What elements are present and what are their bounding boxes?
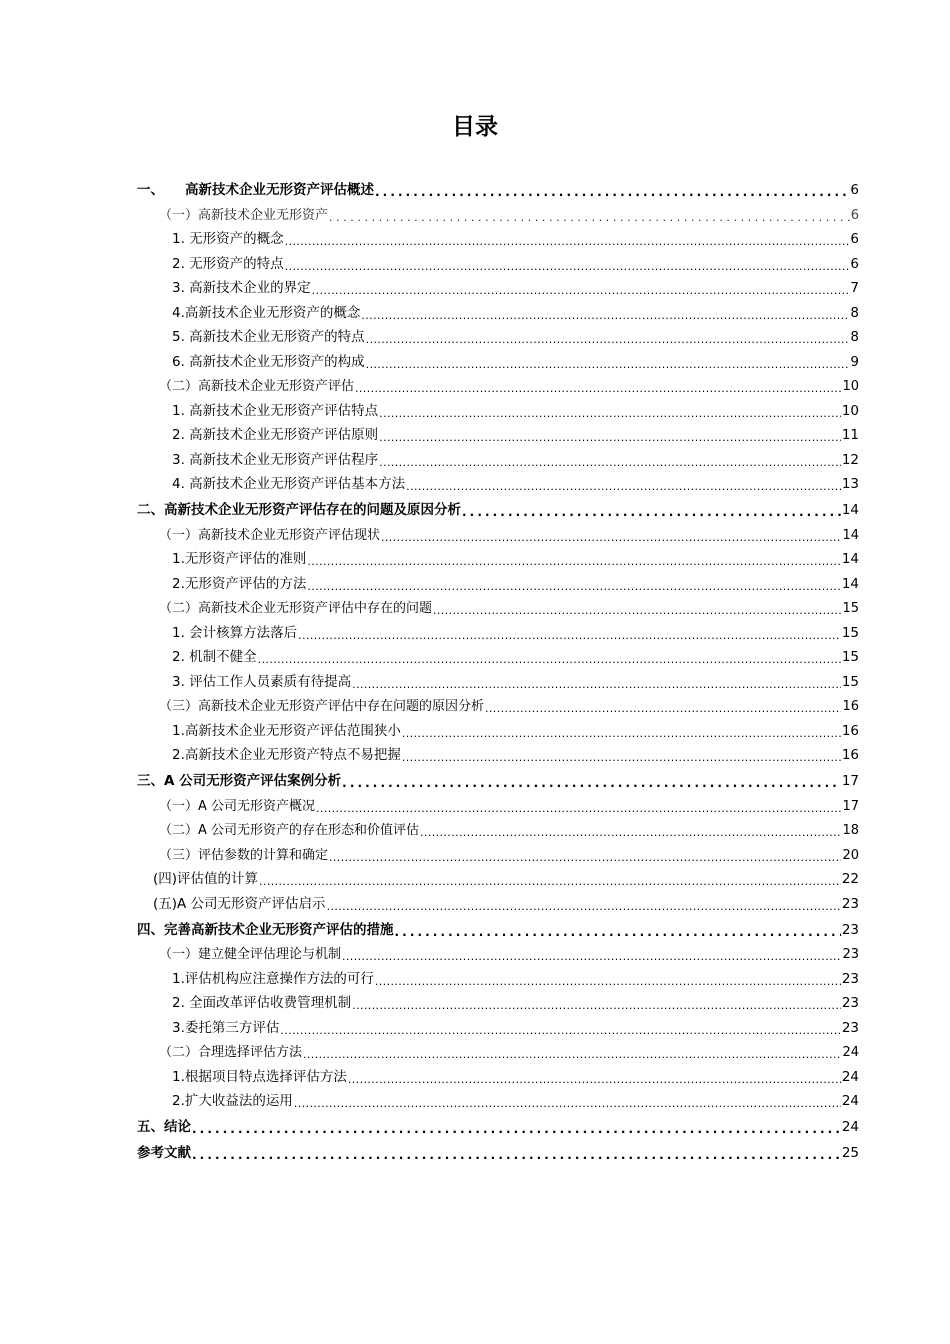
- toc-entry[interactable]: [137, 518, 859, 543]
- dot-leader: [307, 581, 840, 592]
- toc-entry-label: 1. 高新技术企业无形资产评估特点: [172, 402, 379, 419]
- toc-entry[interactable]: [137, 912, 859, 938]
- toc-page-number: 14: [841, 502, 859, 518]
- dot-leader: [485, 703, 841, 714]
- dot-leader: [361, 310, 849, 321]
- dot-leader: [329, 212, 850, 223]
- dot-leader: [379, 408, 841, 419]
- toc-entry-label: 3. 高新技术企业的界定: [172, 280, 311, 296]
- toc-page-number: 24: [841, 1068, 859, 1085]
- dot-leader: [285, 236, 850, 247]
- toc-entry-label: 三、A 公司无形资产评估案例分析: [137, 773, 342, 789]
- toc-entry-label: 2. 机制不健全: [172, 649, 257, 665]
- toc-entry[interactable]: [137, 198, 859, 223]
- toc-entry[interactable]: [137, 641, 859, 666]
- toc-entry[interactable]: [137, 468, 859, 493]
- toc-entry[interactable]: [137, 223, 859, 248]
- toc-entry[interactable]: [137, 739, 859, 764]
- dot-leader: [352, 679, 841, 690]
- toc-entry-label: 3. 高新技术企业无形资产评估程序: [172, 451, 379, 468]
- dot-leader: [307, 556, 840, 567]
- dot-leader: [395, 926, 841, 938]
- toc-entry-label: （二）高新技术企业无形资产评估中存在的问题: [159, 601, 433, 616]
- toc-entry-label: 2.无形资产评估的方法: [172, 575, 307, 592]
- toc-entry-label: 4.高新技术企业无形资产的概念: [172, 304, 361, 321]
- toc-entry-label: 2.高新技术企业无形资产特点不易把握: [172, 747, 401, 763]
- toc-entry-label: 1. 会计核算方法落后: [172, 624, 298, 641]
- toc-entry-label: 四、完善高新技术企业无形资产评估的措施: [137, 921, 394, 938]
- toc-title: 目录: [452, 114, 498, 140]
- toc-entry-label: 五、结论: [137, 1119, 191, 1135]
- dot-leader: [379, 432, 841, 443]
- dot-leader: [375, 976, 841, 987]
- dot-leader: [258, 654, 841, 665]
- dot-leader: [312, 285, 850, 296]
- toc-entry[interactable]: [137, 247, 859, 272]
- toc-page-number: 11: [841, 427, 859, 443]
- dot-leader: [192, 1149, 841, 1161]
- toc-entry-label: （二）合理选择评估方法: [159, 1045, 303, 1060]
- toc-page-number: 8: [850, 329, 859, 345]
- toc-page-number: 18: [842, 823, 859, 838]
- dot-leader: [316, 803, 841, 814]
- toc-entry-label: 1. 无形资产的概念: [172, 231, 284, 247]
- toc-entry-label: 3.委托第三方评估: [172, 1019, 280, 1036]
- toc-page-number: 15: [841, 673, 859, 690]
- toc-entry-label: 5. 高新技术企业无形资产的特点: [172, 329, 365, 345]
- toc-page-number: 23: [841, 895, 859, 912]
- dot-leader: [298, 630, 841, 641]
- dot-leader: [352, 1000, 841, 1011]
- toc-entry[interactable]: [137, 887, 859, 912]
- dot-leader: [381, 532, 841, 543]
- toc-entry-text: 高新技术企业无形资产评估概述: [185, 182, 374, 198]
- toc-page-number: 6: [850, 231, 859, 247]
- toc-page-number: 23: [841, 1019, 859, 1036]
- toc-page-number: 15: [841, 624, 859, 641]
- toc-entry-number: 一、: [137, 182, 164, 198]
- dot-leader: [406, 481, 841, 492]
- toc-entry-label: （一）高新技术企业无形资产: [159, 207, 329, 223]
- toc-page-number: 16: [842, 699, 859, 714]
- toc-page-number: 15: [842, 601, 859, 616]
- dot-leader: [329, 852, 841, 863]
- toc-entry[interactable]: [137, 1109, 859, 1135]
- toc-entry[interactable]: [137, 1135, 859, 1161]
- toc-page-number: 14: [842, 527, 859, 543]
- toc-entry-label: 1.根据项目特点选择评估方法: [172, 1068, 347, 1085]
- toc-entry[interactable]: [137, 616, 859, 641]
- toc-entry-label: 4. 高新技术企业无形资产评估基本方法: [172, 476, 406, 492]
- toc-page-number: 6: [850, 182, 859, 198]
- toc-page-number: 24: [841, 1093, 859, 1109]
- toc-entry-label: （一）建立健全评估理论与机制: [159, 947, 342, 962]
- toc-entry[interactable]: [137, 814, 859, 839]
- toc-page-number: 6: [850, 207, 859, 223]
- dot-leader: [192, 1123, 841, 1135]
- dot-leader: [348, 1074, 841, 1085]
- dot-leader: [402, 752, 841, 763]
- toc-entry[interactable]: [137, 370, 859, 395]
- toc-page-number: 24: [842, 1045, 859, 1060]
- toc-page-number: 10: [841, 402, 859, 419]
- toc-entry[interactable]: [137, 172, 859, 198]
- table-of-contents: [137, 172, 859, 1161]
- toc-entry[interactable]: [137, 321, 859, 346]
- toc-page-number: 7: [850, 280, 859, 296]
- toc-page-number: 23: [841, 995, 859, 1011]
- toc-entry-label: 1.评估机构应注意操作方法的可行: [172, 970, 374, 987]
- toc-page-number: 9: [850, 353, 859, 370]
- toc-entry[interactable]: [137, 665, 859, 690]
- toc-page-number: 14: [841, 551, 859, 567]
- toc-page-number: 14: [841, 575, 859, 592]
- toc-page-number: 6: [850, 255, 859, 272]
- toc-entry-label: 3. 评估工作人员素质有待提高: [172, 673, 352, 690]
- dot-leader: [375, 186, 849, 198]
- toc-entry[interactable]: [137, 394, 859, 419]
- toc-entry[interactable]: [137, 1085, 859, 1110]
- toc-entry-label: （一）A 公司无形资产概况: [159, 798, 316, 814]
- toc-entry-label: （三）评估参数的计算和确定: [159, 847, 329, 863]
- toc-entry[interactable]: [137, 690, 859, 715]
- toc-entry[interactable]: [137, 938, 859, 963]
- toc-entry[interactable]: [137, 543, 859, 568]
- toc-entry-label: 2.扩大收益法的运用: [172, 1093, 293, 1109]
- toc-entry-label: [137, 178, 374, 198]
- dot-leader: [280, 1025, 840, 1036]
- dot-leader: [342, 777, 841, 789]
- toc-page-number: 23: [841, 921, 859, 938]
- toc-entry-label: (五)A 公司无形资产评估启示: [153, 895, 326, 912]
- toc-entry-label: 2. 全面改革评估收费管理机制: [172, 995, 352, 1011]
- toc-page-number: 24: [841, 1119, 859, 1135]
- toc-entry[interactable]: [137, 345, 859, 370]
- dot-leader: [259, 876, 841, 887]
- toc-entry-label: 2. 无形资产的特点: [172, 255, 284, 272]
- toc-page-number: 16: [841, 722, 859, 739]
- toc-page-number: 12: [841, 451, 859, 468]
- dot-leader: [433, 605, 841, 616]
- toc-page-number: 20: [842, 847, 859, 863]
- toc-page-number: 8: [850, 304, 859, 321]
- toc-entry-label: 2. 高新技术企业无形资产评估原则: [172, 427, 379, 443]
- toc-entry-label: （二）高新技术企业无形资产评估: [159, 379, 355, 394]
- dot-leader: [303, 1049, 841, 1060]
- toc-entry[interactable]: [137, 592, 859, 617]
- toc-page-number: 23: [841, 970, 859, 987]
- toc-entry[interactable]: [137, 1011, 859, 1036]
- toc-page-number: 25: [841, 1145, 859, 1161]
- dot-leader: [402, 728, 841, 739]
- toc-entry-label: 6. 高新技术企业无形资产的构成: [172, 353, 365, 370]
- toc-page-number: 22: [841, 871, 859, 887]
- toc-entry[interactable]: [137, 443, 859, 468]
- dot-leader: [366, 334, 850, 345]
- toc-entry[interactable]: [137, 1036, 859, 1061]
- toc-entry[interactable]: [137, 838, 859, 863]
- toc-page-number: 10: [842, 379, 859, 394]
- toc-page-number: 17: [842, 798, 859, 814]
- toc-entry[interactable]: [137, 789, 859, 814]
- toc-entry[interactable]: [137, 419, 859, 444]
- toc-entry-label: （一）高新技术企业无形资产评估现状: [159, 527, 381, 543]
- dot-leader: [285, 261, 850, 272]
- toc-entry[interactable]: [137, 296, 859, 321]
- toc-entry-label: 二、高新技术企业无形资产评估存在的问题及原因分析: [137, 502, 461, 518]
- toc-entry[interactable]: [137, 863, 859, 888]
- toc-entry-label: （二）A 公司无形资产的存在形态和价值评估: [159, 823, 420, 838]
- toc-entry-label: 1.高新技术企业无形资产评估范围狭小: [172, 722, 401, 739]
- toc-entry-label: (四)评估值的计算: [153, 871, 259, 887]
- toc-entry[interactable]: [137, 1060, 859, 1085]
- toc-entry-label: （三）高新技术企业无形资产评估中存在问题的原因分析: [159, 699, 485, 714]
- dot-leader: [420, 827, 841, 838]
- toc-entry-label: 参考文献: [137, 1145, 191, 1161]
- toc-entry-label: 1.无形资产评估的准则: [172, 551, 307, 567]
- toc-page-number: 23: [842, 947, 859, 962]
- dot-leader: [462, 506, 841, 518]
- toc-entry[interactable]: [137, 492, 859, 518]
- toc-entry[interactable]: [137, 962, 859, 987]
- toc-page-number: 13: [841, 476, 859, 492]
- dot-leader: [379, 457, 841, 468]
- toc-entry[interactable]: [137, 272, 859, 297]
- toc-page-number: 17: [841, 773, 859, 789]
- toc-entry[interactable]: [137, 763, 859, 789]
- dot-leader: [327, 901, 841, 912]
- toc-entry[interactable]: [137, 987, 859, 1012]
- toc-page-number: 16: [841, 747, 859, 763]
- toc-entry[interactable]: [137, 714, 859, 739]
- toc-page-number: 15: [841, 649, 859, 665]
- dot-leader: [366, 359, 850, 370]
- toc-entry[interactable]: [137, 567, 859, 592]
- dot-leader: [342, 951, 841, 962]
- dot-leader: [355, 383, 841, 394]
- dot-leader: [294, 1098, 841, 1109]
